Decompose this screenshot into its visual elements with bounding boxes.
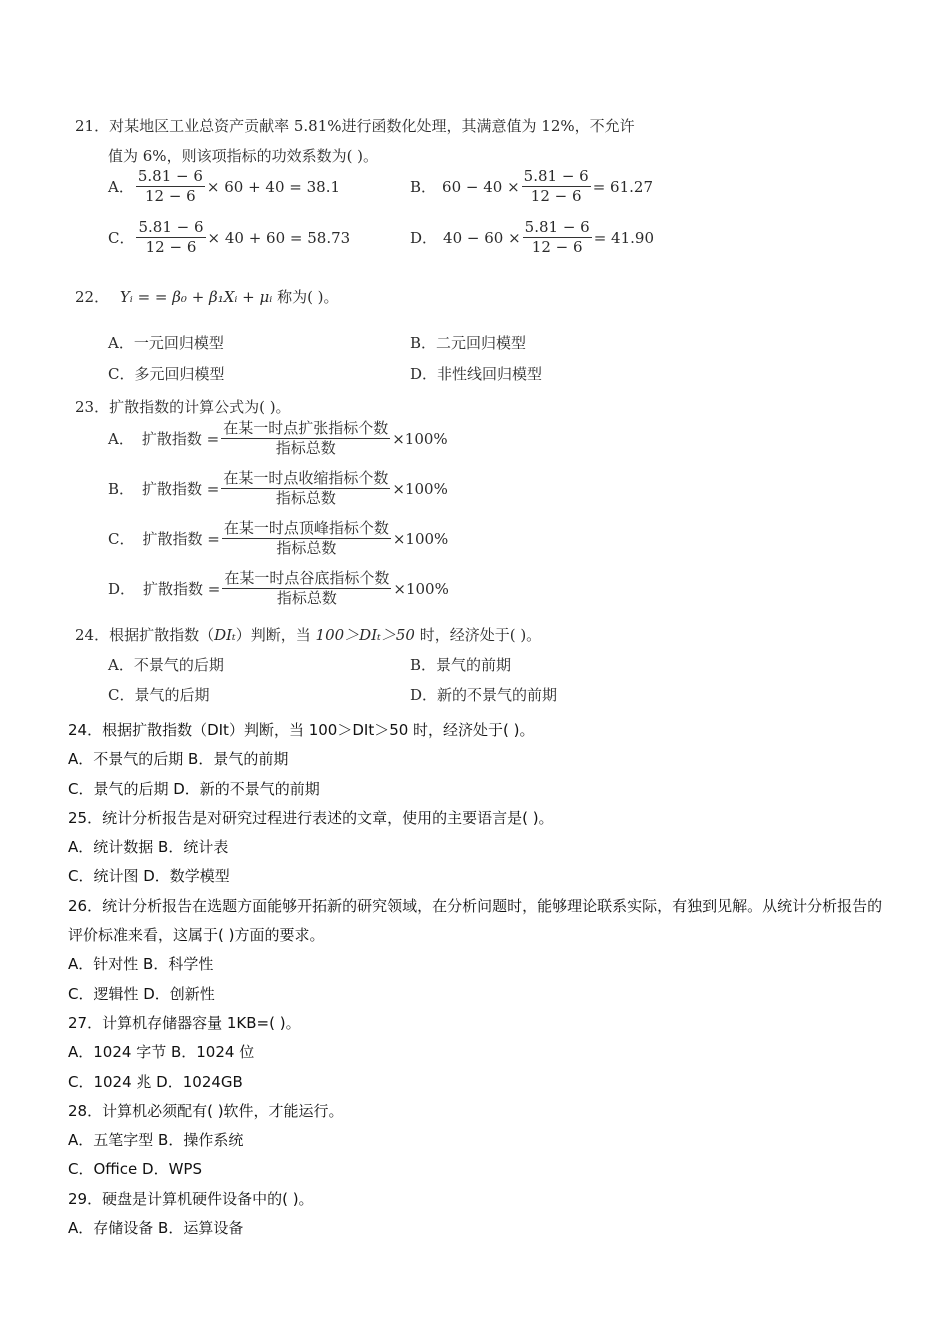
option-label: C．	[108, 530, 135, 548]
fraction-numerator: 在某一时点顶峰指标个数	[223, 519, 389, 537]
fraction-numerator: 5.81 − 6	[137, 167, 203, 185]
fraction-denominator: 指标总数	[276, 539, 337, 557]
fraction-numerator: 在某一时点谷底指标个数	[224, 569, 390, 587]
option-label: D．	[410, 229, 438, 247]
formula-lhs: 扩散指数 =	[143, 580, 221, 598]
q24-scanned-stem	[75, 624, 541, 645]
fraction-numerator: 5.81 − 6	[523, 167, 589, 185]
text-line: 29．硬盘是计算机硬件设备中的( )。	[68, 1189, 314, 1208]
text-line: A．不景气的后期 B．景气的前期	[68, 750, 289, 769]
formula-tail: ×100%	[392, 529, 449, 548]
q22-option-a: A．一元回归模型	[108, 334, 224, 352]
text-line: 24．根据扩散指数（DIt）判断，当 100＞DIt＞50 时，经济处于( )。	[68, 721, 535, 739]
formula-head: 40 − 60 ×	[443, 228, 521, 247]
formula-lhs: 扩散指数 =	[142, 480, 220, 498]
fraction-denominator: 12 − 6	[531, 238, 583, 256]
q21-option-a	[108, 168, 340, 205]
text-line: A．1024 字节 B．1024 位	[68, 1043, 255, 1062]
fraction	[522, 168, 591, 205]
q21-option-c	[108, 219, 350, 256]
formula-tail: = 61.27	[592, 177, 653, 196]
text-line: A．五笔字型 B．操作系统	[68, 1131, 244, 1150]
formula-head: 60 − 40 ×	[442, 177, 520, 196]
text-line: C．1024 兆 D．1024GB	[68, 1072, 243, 1091]
q24-scanned-option-d: D．新的不景气的前期	[410, 686, 558, 704]
text-line: 27．计算机存储器容量 1KB=( )。	[68, 1013, 301, 1032]
text-line: C．逻辑性 D．创新性	[68, 984, 215, 1003]
q21-stem-line1: 21．对某地区工业总资产贡献率 5.81%进行函数化处理，其满意值为 12%，不允许	[75, 117, 635, 135]
option-label: C．	[108, 229, 135, 247]
fraction-denominator: 指标总数	[276, 589, 337, 607]
text-paragraph: 26．统计分析报告在选题方面能够开拓新的研究领域，在分析问题时，能够理论联系实际，有独到见解。从统计分析报告的评价标准来看，这属于( )方面的要求。	[68, 896, 883, 945]
q22-option-c: C．多元回归模型	[108, 365, 225, 383]
q23-option-c	[108, 520, 448, 557]
text-line: A．统计数据 B．统计表	[68, 838, 229, 857]
stem-part: 时，经济处于( )。	[419, 626, 542, 644]
fraction	[222, 520, 391, 557]
question-tail: 称为( )。	[277, 288, 339, 306]
q21-stem-line2: 值为 6%，则该项指标的功效系数为( )。	[108, 147, 379, 165]
fraction	[136, 219, 205, 256]
di-symbol: DIₜ	[214, 626, 236, 644]
formula-lhs: 扩散指数 =	[142, 530, 220, 548]
formula-tail: ×100%	[392, 479, 448, 498]
typed-question-list	[68, 716, 888, 1243]
fraction-numerator: 5.81 − 6	[138, 218, 204, 236]
q22-stem	[75, 286, 339, 307]
fraction	[221, 420, 390, 457]
text-line: 25．统计分析报告是对研究过程进行表述的文章，使用的主要语言是( )。	[68, 808, 554, 827]
text-line: C．景气的后期 D．新的不景气的前期	[68, 779, 320, 798]
q24-scanned-option-c: C．景气的后期	[108, 686, 210, 704]
q23-option-a	[108, 420, 448, 457]
stem-part: 24．根据扩散指数（	[75, 626, 215, 644]
text-line: 28．计算机必须配有( )软件，才能运行。	[68, 1101, 344, 1120]
fraction	[222, 570, 391, 607]
q23-stem: 23．扩散指数的计算公式为( )。	[75, 398, 291, 416]
formula-tail: × 60 + 40 = 38.1	[206, 177, 341, 196]
fraction-denominator: 指标总数	[275, 439, 336, 457]
q24-scanned-option-b: B．景气的前期	[410, 656, 512, 674]
text-line: C．Office D．WPS	[68, 1160, 202, 1179]
fraction-numerator: 在某一时点收缩指标个数	[223, 469, 389, 487]
formula-tail: ×100%	[393, 579, 449, 598]
formula-tail: ×100%	[392, 429, 448, 448]
q23-option-d	[108, 570, 449, 607]
q23-option-b	[108, 470, 448, 507]
fraction-denominator: 12 − 6	[144, 187, 196, 205]
stem-part: ）判断，当	[235, 626, 311, 644]
fraction-denominator: 12 − 6	[145, 238, 197, 256]
fraction-denominator: 指标总数	[275, 489, 336, 507]
formula-tail: = 41.90	[593, 228, 654, 247]
option-label: A．	[108, 178, 134, 196]
fraction	[136, 168, 205, 205]
formula-tail: × 40 + 60 = 58.73	[207, 228, 351, 247]
condition-expression: 100＞DIₜ＞50	[315, 626, 415, 644]
option-label: B．	[410, 178, 437, 196]
question-number: 22．	[75, 288, 110, 306]
option-label: D．	[108, 580, 136, 598]
fraction-numerator: 在某一时点扩张指标个数	[223, 419, 389, 437]
regression-formula: Yᵢ = = β₀ + β₁Xᵢ + μᵢ	[119, 288, 273, 306]
fraction-numerator: 5.81 − 6	[524, 218, 590, 236]
option-label: A．	[108, 430, 134, 448]
fraction	[523, 219, 592, 256]
text-line: A．针对性 B．科学性	[68, 955, 214, 974]
q24-scanned-option-a: A．不景气的后期	[108, 656, 224, 674]
text-line: A．存储设备 B．运算设备	[68, 1219, 244, 1238]
q21-option-d	[410, 219, 654, 256]
q22-option-b: B．二元回归模型	[410, 334, 527, 352]
fraction	[221, 470, 390, 507]
q21-option-b	[410, 168, 653, 205]
fraction-denominator: 12 − 6	[530, 187, 582, 205]
formula-lhs: 扩散指数 =	[141, 430, 220, 448]
text-line: C．统计图 D．数学模型	[68, 867, 230, 886]
q22-option-d: D．非性线回归模型	[410, 365, 543, 383]
option-label: B．	[108, 480, 135, 498]
